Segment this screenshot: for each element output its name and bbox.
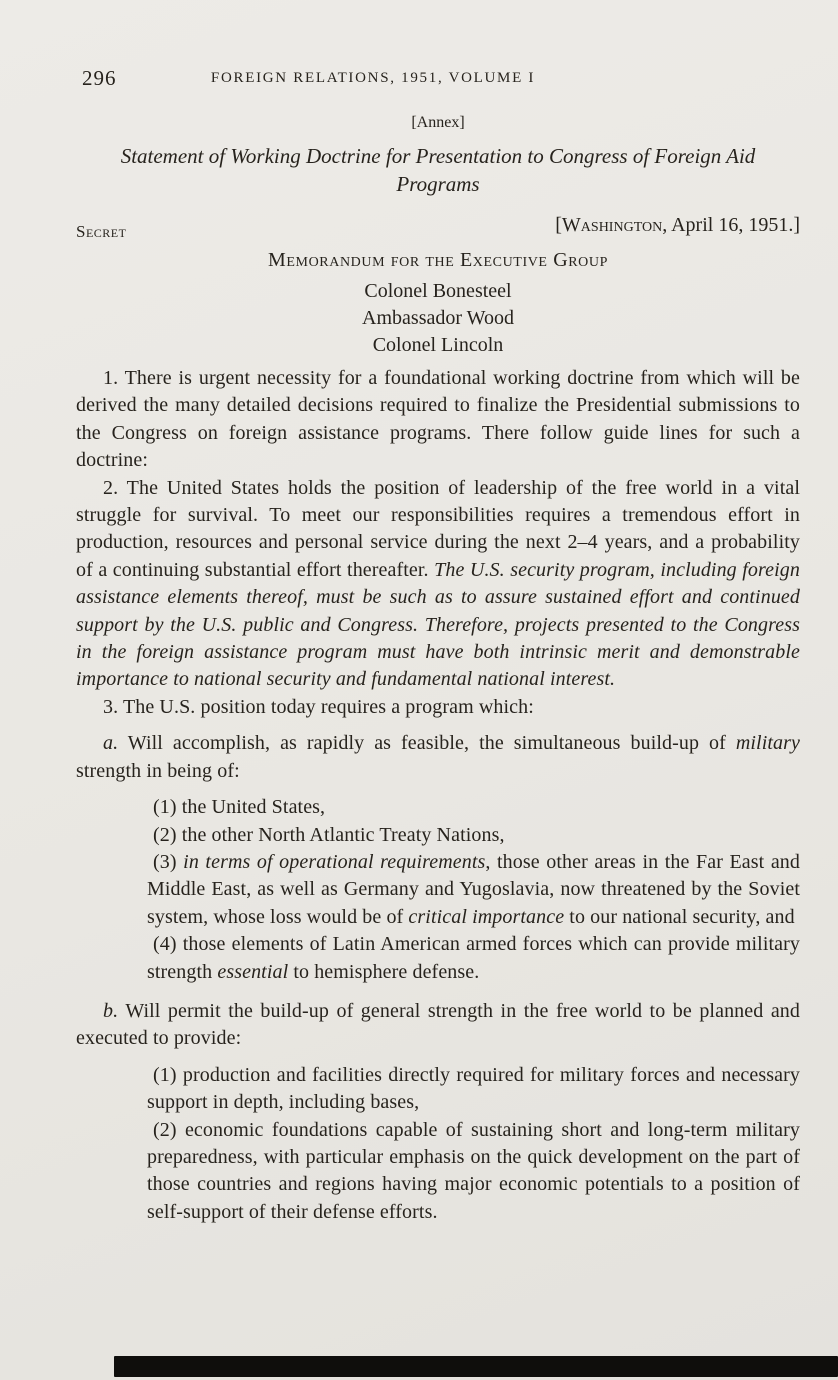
paragraph-2: 2. The United States holds the position of leadership of the free world in a vital struggle for survival. To meet our responsibilities requires a tremendous effort in production, resources and personal service during the next 2–4 years, and a probability of a continuing substantial effort thereafter. The U.S. security program, including foreign assistance elements thereof, must be such as to assure sustained effort and continued support by the U.S. public and Congress. Therefore, projects presented to the Congress in the foreign assistance program must have both intrinsic merit and demonstrable importance to national security and fundamental national interest. [76, 476, 800, 691]
running-title: FOREIGN RELATIONS, 1951, VOLUME I [210, 70, 536, 86]
paragraph-1: 1. There is urgent necessity for a foundational working doctrine from which will be derived the many detailed decisions required to finalize the Presidential submissions to the Congress on foreign assistance programs. There follow guide lines for such a doctrine: [76, 367, 800, 472]
subparagraph-a-intro: a. Will accomplish, as rapidly as feasible, the simultaneous build-up of military strength in being of: [76, 732, 800, 782]
annex-label: [Annex] [411, 114, 465, 131]
page-header [76, 66, 800, 92]
addressee-1: Colonel Bonesteel [364, 280, 512, 302]
list-item-a4: (4) those elements of Latin American armed forces which can provide military strength essential to hemisphere defense. [147, 933, 800, 983]
page-content [76, 66, 800, 1226]
list-item-b1: (1) production and facilities directly required for military forces and necessary support in depth, including bases, [147, 1063, 800, 1114]
addressee-3: Colonel Lincoln [372, 334, 504, 356]
subparagraph-b-intro: b. Will permit the build-up of general strength in the free world to be planned and executed to provide: [76, 999, 800, 1050]
list-item-b2: (2) economic foundations capable of sustaining short and long-term military preparedness, with particular emphasis on the quick development on the part of those countries and regions having major economic potentials to a position of self-support of their defense efforts. [147, 1118, 800, 1223]
list-a [76, 794, 800, 986]
paragraph-3: 3. The U.S. position today requires a program which: [103, 695, 534, 718]
list-item-a2: (2) the other North Atlantic Treaty Nations, [153, 823, 505, 846]
page-number: 296 [82, 66, 117, 90]
list-item-a3: (3) in terms of operational requirements, those other areas in the Far East and Middle East, as well as Germany and Yugoslavia, now threatened by the Soviet system, whose loss would be of critical importance to our national security, and [147, 850, 801, 928]
classification-label: Secret [76, 222, 127, 241]
classification-dateline-row [76, 214, 800, 241]
addressee-list [76, 278, 800, 359]
list-b [76, 1062, 800, 1226]
dateline: [Washington, April 16, 1951.] [555, 214, 800, 236]
list-item-a1: (1) the United States, [153, 796, 326, 819]
document-body [76, 365, 800, 1226]
memo-heading: Memorandum for the Executive Group [268, 249, 608, 271]
scan-artifact-bar [114, 1356, 838, 1377]
addressee-2: Ambassador Wood [362, 307, 514, 329]
document-title: Statement of Working Doctrine for Presentation to Congress of Foreign Aid Programs [120, 144, 756, 196]
